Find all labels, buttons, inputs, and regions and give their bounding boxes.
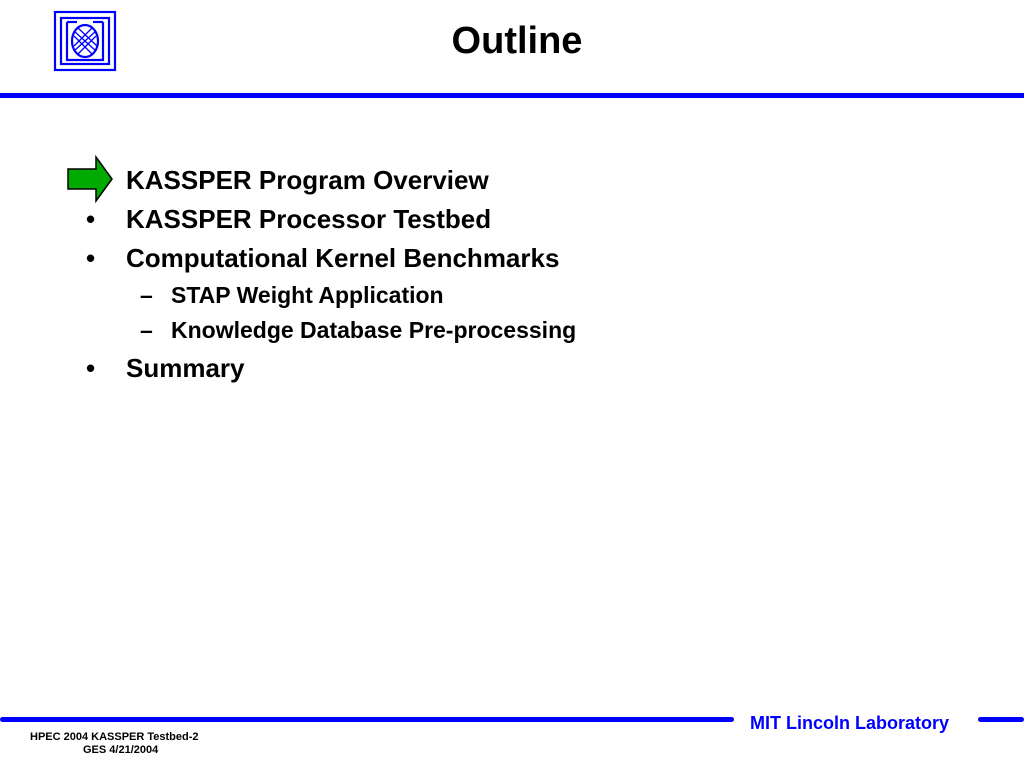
footer-divider-left [0, 717, 734, 722]
bullet-marker: • [86, 243, 96, 273]
footer-brand: MIT Lincoln Laboratory [750, 713, 950, 733]
outline-subitem-stap-weight: STAP Weight Application [171, 282, 444, 308]
outline-item-processor-testbed: KASSPER Processor Testbed [126, 204, 492, 234]
dash-marker: – [140, 317, 153, 343]
outline-subitem-knowledge-db: Knowledge Database Pre-processing [171, 317, 577, 343]
bullet-marker: • [86, 204, 96, 234]
footer-line-1: HPEC 2004 KASSPER Testbed-2 [30, 731, 199, 743]
outline-item-program-overview: KASSPER Program Overview [126, 165, 489, 195]
outline-item-kernel-benchmarks: Computational Kernel Benchmarks [126, 243, 560, 273]
slide-title: Outline [451, 20, 583, 62]
dash-marker: – [140, 282, 153, 308]
bullet-marker: • [86, 353, 96, 383]
current-section-arrow-icon [66, 155, 114, 203]
footer-divider-right [978, 717, 1024, 722]
outline-item-summary: Summary [126, 353, 245, 383]
footer-info [30, 731, 230, 757]
footer-line-2: GES 4/21/2004 [83, 744, 159, 756]
